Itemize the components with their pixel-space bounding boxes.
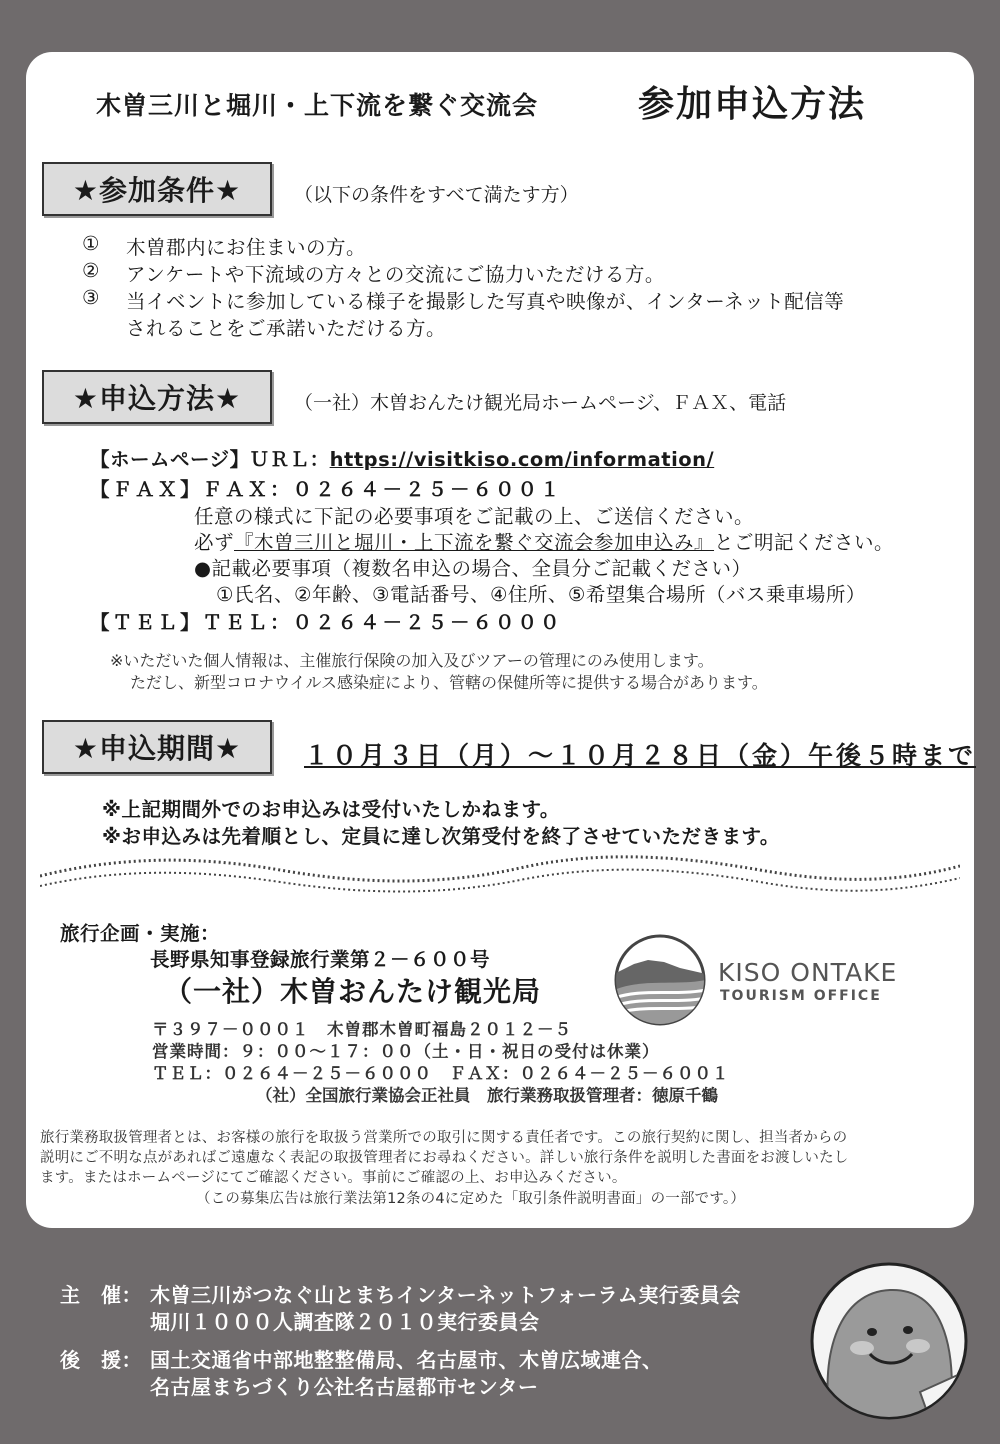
host-label: 主 催： — [60, 1283, 142, 1307]
logo-text-primary: KISO ONTAKE — [718, 958, 898, 987]
disclaimer-line-4: （この募集広告は旅行業法第12条の4に定めた「取引条件説明書面」の一部です。） — [196, 1191, 746, 1207]
condition-text-1: 木曽郡内にお住まいの方。 — [126, 236, 367, 259]
required-items-title: ●記載必要事項（複数名申込の場合、全員分ご記載ください） — [194, 557, 752, 580]
support-line-1: 国土交通省中部地整整備局、名古屋市、木曽広域連合、 — [150, 1348, 663, 1372]
fax-desc-required-title: 『木曽三川と堀川・上下流を繋ぐ交流会参加申込み』 — [234, 531, 715, 554]
homepage-url-link[interactable]: https://visitkiso.com/information/ — [329, 448, 715, 471]
organizer-address: 〒３９７－０００１ 木曽郡木曽町福島２０１２－５ — [152, 1020, 572, 1039]
period-value: １０月３日（月）～１０月２８日（金）午後５時まで — [304, 741, 977, 770]
organizer-membership: （社）全国旅行業協会正社員 旅行業務取扱管理者：徳原千鶴 — [256, 1086, 718, 1105]
fax-desc-suffix: とご明記ください。 — [714, 531, 895, 554]
host-line-1: 木曽三川がつなぐ山とまちインターネットフォーラム実行委員会 — [150, 1283, 741, 1307]
organizer-contact: ＴＥＬ：０２６４－２５－６０００ ＦＡＸ：０２６４－２５－６００１ — [152, 1064, 730, 1083]
support-label: 後 援： — [60, 1348, 142, 1372]
condition-num-2: ② — [82, 259, 100, 282]
privacy-note-1: ※いただいた個人情報は、主催旅行保険の加入及びツアーの管理にのみ使用します。 — [110, 651, 714, 670]
mascot-character-image — [810, 1262, 968, 1420]
disclaimer-line-2: 説明にご不明な点があればご遠慮なく表記の取扱管理者にお尋ねください。詳しい旅行条件を説明した書面をお渡しいたし — [40, 1150, 849, 1166]
fax-line: 【ＦＡＸ】ＦＡＸ：０２６４－２５－６００１ — [90, 478, 563, 501]
privacy-note-2: ただし、新型コロナウイルス感染症により、管轄の保健所等に提供する場合があります。 — [130, 673, 768, 692]
period-heading: ★申込期間★ — [42, 720, 272, 774]
content-card — [26, 52, 977, 1228]
conditions-heading: ★参加条件★ — [42, 162, 272, 216]
support-line-2: 名古屋まちづくり公社名古屋都市センター — [150, 1375, 539, 1399]
period-note-1: ※上記期間外でのお申込みは受付いたしかねます。 — [102, 798, 560, 821]
period-note-2: ※お申込みは先着順とし、定員に達し次第受付を終了させていただきます。 — [102, 825, 780, 848]
required-items-list: ①氏名、②年齢、③電話番号、④住所、⑤希望集合場所（バス乗車場所） — [216, 583, 866, 606]
condition-text-3: 当イベントに参加している様子を撮影した写真や映像が、インターネット配信等 — [126, 290, 845, 313]
wavy-divider — [40, 852, 960, 900]
fax-description-1: 任意の様式に下記の必要事項をご記載の上、ご送信ください。 — [194, 505, 755, 528]
method-heading: ★申込方法★ — [42, 370, 272, 424]
condition-text-3-cont: されることをご承諾いただける方。 — [126, 317, 447, 340]
disclaimer-line-1: 旅行業務取扱管理者とは、お客様の旅行を取扱う営業所での取引に関する責任者です。この旅行契約に関し、担当者からの — [40, 1130, 848, 1146]
fax-description-2 — [194, 527, 894, 555]
disclaimer-line-3: ます。またはホームページにてご確認ください。事前にご確認の上、お申込みください。 — [40, 1170, 627, 1186]
conditions-note: （以下の条件をすべて満たす方） — [294, 184, 579, 206]
logo-text-secondary: TOURISM OFFICE — [720, 988, 882, 1004]
organizer-name: （一社）木曽おんたけ観光局 — [164, 975, 542, 1008]
homepage-label — [90, 444, 714, 472]
homepage-label-text: 【ホームページ】ＵＲＬ： — [90, 448, 330, 471]
method-note: （一社）木曽おんたけ観光局ホームページ、ＦＡＸ、電話 — [294, 392, 787, 414]
organizer-hours: 営業時間：９：００～１７：００（土・日・祝日の受付は休業） — [152, 1042, 660, 1061]
organizer-label: 旅行企画・実施： — [60, 922, 221, 945]
condition-text-2: アンケートや下流域の方々との交流にご協力いただける方。 — [126, 263, 665, 286]
host-line-2: 堀川１０００人調査隊２０１０実行委員会 — [150, 1310, 540, 1334]
page-title: 参加申込方法 — [638, 84, 867, 125]
fax-desc-prefix: 必ず — [194, 531, 235, 554]
event-title: 木曽三川と堀川・上下流を繋ぐ交流会 — [96, 91, 539, 120]
condition-num-3: ③ — [82, 286, 100, 309]
kiso-ontake-logo-icon — [614, 934, 706, 1026]
condition-num-1: ① — [82, 232, 100, 255]
tel-line: 【ＴＥＬ】ＴＥＬ：０２６４－２５－６０００ — [90, 611, 563, 634]
organizer-registration: 長野県知事登録旅行業第２－６００号 — [150, 948, 491, 971]
